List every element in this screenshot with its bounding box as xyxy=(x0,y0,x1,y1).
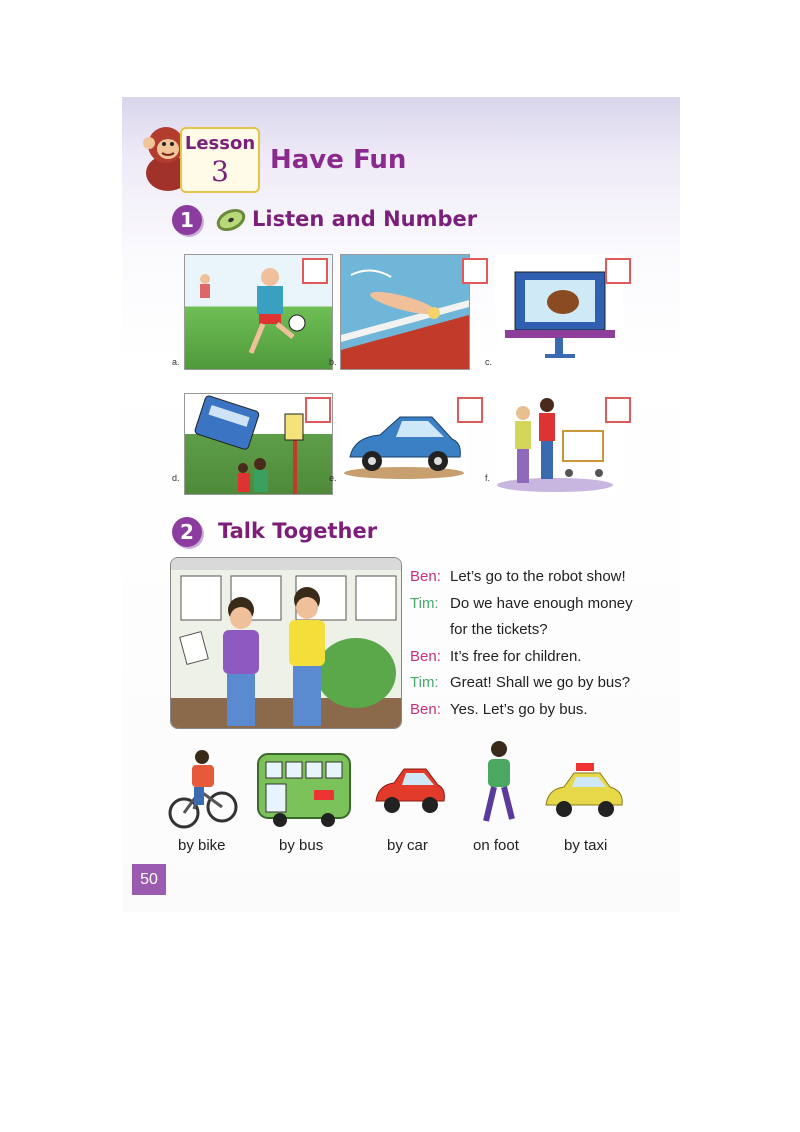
speaker-ben: Ben: xyxy=(410,647,441,665)
dialogue-line xyxy=(410,564,670,591)
taxi-icon xyxy=(542,761,628,823)
page-number: 50 xyxy=(132,864,166,895)
dialogue-line xyxy=(410,670,670,697)
dialogue-text: Great! Shall we go by bus? xyxy=(450,674,631,691)
picture-f xyxy=(495,393,623,493)
talk-illustration xyxy=(170,557,402,729)
transport-caption-car: by car xyxy=(387,837,428,854)
picture-b-label: b. xyxy=(329,357,337,367)
dialogue-text: Let’s go to the robot show! xyxy=(450,568,626,585)
dialogue-text: for the tickets? xyxy=(450,621,548,638)
picture-a-number-box[interactable] xyxy=(302,258,328,284)
bus-icon xyxy=(256,752,352,828)
picture-c xyxy=(495,254,623,368)
dialogue-text: It’s free for children. xyxy=(450,647,582,665)
dialogue-text: Do we have enough money xyxy=(450,594,633,612)
textbook-page xyxy=(122,97,680,912)
picture-e-label: e. xyxy=(329,473,337,483)
picture-e xyxy=(340,407,468,483)
transport-caption-bus: by bus xyxy=(279,837,324,854)
page-title: Have Fun xyxy=(270,145,407,175)
picture-b xyxy=(340,254,470,370)
picture-e-number-box[interactable] xyxy=(457,397,483,423)
dialogue-line xyxy=(410,617,670,644)
transport-caption-foot: on foot xyxy=(473,837,519,854)
car-icon xyxy=(372,765,448,817)
speaker-tim: Tim: xyxy=(410,594,439,612)
picture-f-number-box[interactable] xyxy=(605,397,631,423)
picture-a-label: a. xyxy=(172,357,180,367)
picture-d-label: d. xyxy=(172,473,180,483)
section-2-title: Talk Together xyxy=(218,519,378,543)
picture-c-number-box[interactable] xyxy=(605,258,631,284)
speaker-tim: Tim: xyxy=(410,674,439,691)
lesson-badge xyxy=(180,127,260,193)
lesson-word: Lesson xyxy=(184,133,256,154)
dialogue xyxy=(410,564,670,723)
lesson-number: 3 xyxy=(211,155,229,188)
picture-c-label: c. xyxy=(485,357,493,367)
speaker-ben: Ben: xyxy=(410,700,441,718)
transport-caption-bike: by bike xyxy=(178,837,226,854)
speaker-ben: Ben: xyxy=(410,568,441,585)
picture-d-number-box[interactable] xyxy=(305,397,331,423)
section-2-number: 2 xyxy=(172,517,202,547)
picture-b-number-box[interactable] xyxy=(462,258,488,284)
bike-icon xyxy=(168,743,238,833)
dialogue-text: Yes. Let’s go by bus. xyxy=(450,700,588,718)
dialogue-line xyxy=(410,697,670,724)
dialogue-line xyxy=(410,644,670,671)
section-1-title: Listen and Number xyxy=(252,207,478,231)
walking-icon xyxy=(476,739,522,829)
cd-icon xyxy=(214,207,248,233)
picture-f-label: f. xyxy=(485,473,491,483)
dialogue-line xyxy=(410,591,670,618)
transport-caption-taxi: by taxi xyxy=(564,837,608,854)
section-1-number: 1 xyxy=(172,205,202,235)
